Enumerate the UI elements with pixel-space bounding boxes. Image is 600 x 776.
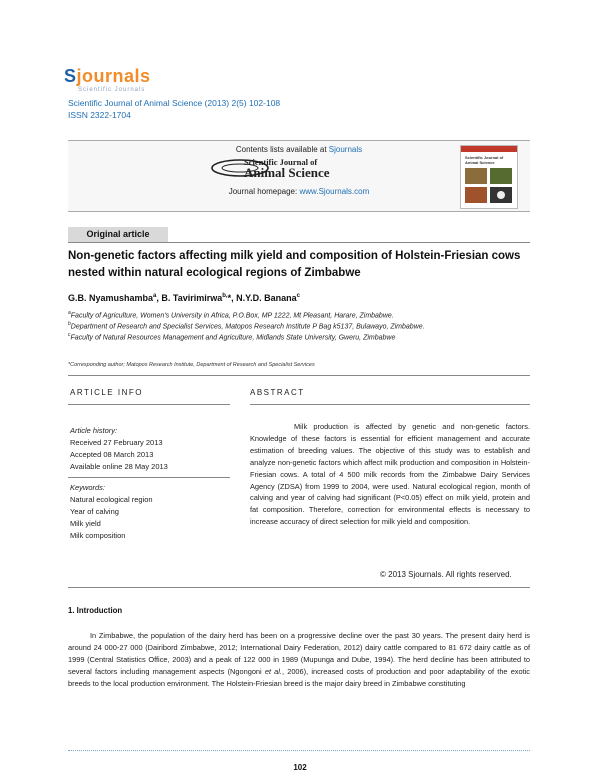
- cover-band: [461, 146, 517, 152]
- affiliation-c-text: Faculty of Natural Resources Management and Agriculture, Midlands State University, Gweru, Zimbabwe: [70, 334, 396, 342]
- article-type-label: Original article: [68, 227, 168, 242]
- affiliation-b: [68, 321, 425, 330]
- page-number: 102: [293, 763, 307, 772]
- journal-cover-thumbnail[interactable]: [460, 145, 518, 209]
- homepage-link[interactable]: www.Sjournals.com: [299, 187, 370, 196]
- keyword-item: Natural ecological region: [70, 495, 153, 504]
- author-3: , N.Y.D. Banana: [231, 293, 297, 303]
- contents-prefix: Contents lists available at: [235, 145, 329, 154]
- logo-tagline: Scientific Journals: [78, 87, 146, 93]
- homepage-prefix: Journal homepage:: [228, 187, 300, 196]
- intro-et-al: et al.: [264, 666, 282, 676]
- author-2: , B. Tavirimirwa: [156, 293, 223, 303]
- intro-text-b: , 2006), increased costs of production and poor adaptability of the exotic breeds to the local production environment. The Holstein-Friesian breed is the major dairy breed in Zimbabwe constituting: [68, 666, 531, 688]
- affiliation-b-text: Department of Research and Specialist Services, Matopos Research Institute P Bag k5137, Bulawayo, Zimbabwe.: [70, 323, 425, 331]
- animals-collage-icon: [465, 168, 513, 204]
- article-title: Non-genetic factors affecting milk yield and composition of Holstein-Friesian cows nested within natural ecological regions of Zimbabwe: [68, 250, 521, 279]
- corresponding-author-note: *Corresponding author; Matopos Research Institute, Department of Research and Specialist Services: [68, 362, 315, 368]
- sjournals-link[interactable]: Sjournals: [328, 145, 363, 154]
- keyword-item: Year of calving: [70, 507, 119, 516]
- publisher-logo[interactable]: [64, 66, 151, 87]
- affiliation-b-sup: b: [68, 321, 71, 327]
- intro-heading: 1. Introduction: [68, 606, 123, 615]
- logo-wordmark: journals: [76, 66, 151, 86]
- author-1: G.B. Nyamushamba: [68, 293, 154, 303]
- affiliation-a: [68, 310, 394, 319]
- journal-name-top: Scientific Journal of: [244, 157, 318, 167]
- corresponding-star: *: [227, 293, 232, 303]
- copyright-notice: © 2013 Sjournals. All rights reserved.: [380, 570, 512, 579]
- intro-text: [68, 630, 530, 690]
- affiliation-a-sup: a: [68, 310, 71, 316]
- history-label: Article history:: [70, 426, 118, 435]
- author-2-affil: b,: [222, 293, 228, 299]
- article-info-heading: ARTICLE INFO: [70, 388, 143, 397]
- abstract-heading: ABSTRACT: [250, 388, 305, 397]
- divider-bottom: [68, 587, 530, 588]
- keyword-item: Milk composition: [70, 531, 126, 540]
- logo-s-letter: S: [64, 66, 77, 86]
- accepted-date: Accepted 08 March 2013: [70, 450, 154, 459]
- info-divider: [68, 404, 230, 405]
- author-1-affil: a: [153, 293, 157, 299]
- online-date: Available online 28 May 2013: [70, 462, 168, 471]
- journal-issn: ISSN 2322-1704: [68, 110, 131, 120]
- article-type-divider: [68, 242, 530, 243]
- affiliation-c: [68, 332, 395, 341]
- masthead-box: [68, 140, 530, 212]
- intro-text-a: In Zimbabwe, the population of the dairy herd has been on a progressive decline over the past 30 years. The present dairy herd is around 24 000-27 000 (Dairibord Zimbabwe, 2012; International Dairy Federation, 2012) dairy cattle compared to 81 672 dairy cattle as of 1999 (Central Statistics Office, 2003) and a peak of 122 000 in 1989 (Mupunga and Dube, 1994). The herd decline has been attributed to several factors including management aspects (Ngongoni: [68, 631, 530, 676]
- divider-top: [68, 375, 530, 376]
- keywords-divider: [68, 477, 230, 478]
- keywords-label: Keywords:: [70, 483, 106, 492]
- affiliation-c-sup: c: [68, 332, 71, 338]
- keyword-item: Milk yield: [70, 519, 101, 528]
- received-date: Received 27 February 2013: [70, 438, 163, 447]
- abstract-text: Milk production is affected by genetic and non-genetic factors. Knowledge of these factors is essential for efficient management and accurate estimation of breeding values. The objective of this study was to establish and analyze non-genetic factors which affect milk production and composition in Holstein-Friesian cows. A total of 4 500 milk records from the Zimbabwe Dairy Services Agency (ZDSA) from 1999 to 2004, were used. Natural ecological region, month of calving and year of calving had significant (P<0.05) effect on milk yield, protein and fat composition. Therefore, correction for environmental effects is necessary to increase accuracy of direct selection for milk yield and composition.: [250, 422, 530, 527]
- affiliation-a-text: Faculty of Agriculture, Women's University in Africa, P.O.Box, MP 1222, Mt Pleasant, Harare, Zimbabwe.: [70, 312, 394, 320]
- author-3-affil: c: [296, 293, 300, 299]
- journal-name-main: Animal Science: [244, 165, 330, 180]
- footer-divider: [68, 750, 530, 751]
- cover-title: Scientific Journal of Animal Science: [465, 155, 504, 165]
- abstract-divider: [250, 404, 530, 405]
- author-list: [68, 293, 300, 303]
- journal-citation: Scientific Journal of Animal Science (2013) 2(5) 102-108: [68, 98, 281, 108]
